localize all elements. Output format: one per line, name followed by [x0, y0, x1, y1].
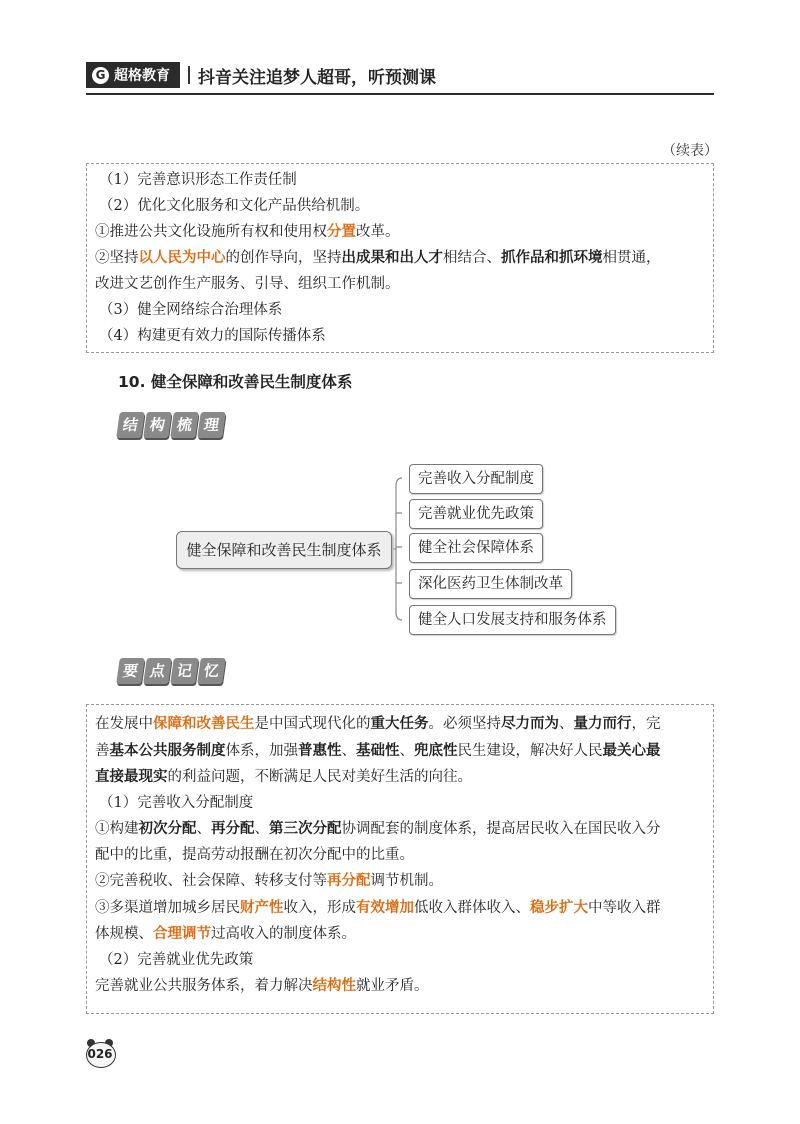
- badge-char: 点: [143, 658, 172, 684]
- box1-line: （4）构建更有效力的国际传播体系: [99, 328, 326, 344]
- livelihood-key-points-box: [86, 704, 714, 1014]
- box2-line: ③多渠道增加城乡居民财产性收入，形成有效增加低收入群体收入、稳步扩大中等收入群: [95, 898, 661, 916]
- box2-line: （2）完善就业优先政策: [99, 951, 254, 968]
- box2-line: 在发展中保障和改善民生是中国式现代化的重大任务。必须坚持尽力而为、量力而行，完: [95, 715, 661, 732]
- box1-line: （2）优化文化服务和文化产品供给机制。: [99, 198, 370, 214]
- mindmap-leaf: 完善收入分配制度: [409, 464, 543, 494]
- page-number: 026: [87, 1047, 113, 1061]
- structure-badge: [116, 412, 226, 438]
- keypoints-badge: [116, 658, 226, 684]
- box1-line: ②坚持以人民为中心的创作导向，坚持出成果和出人才相结合、抓作品和抓环境相贯通，: [95, 249, 661, 266]
- header-separator: [188, 66, 190, 84]
- culture-policy-box: [86, 163, 714, 353]
- badge-char: 构: [143, 412, 172, 438]
- mindmap-leaf: 完善就业优先政策: [409, 499, 543, 529]
- header-rule: [86, 93, 714, 95]
- brand-g-icon: G: [92, 67, 109, 84]
- box1-line: ①推进公共文化设施所有权和使用权分置改革。: [95, 223, 400, 240]
- badge-char: 梳: [170, 412, 199, 438]
- box1-line: （1）完善意识形态工作责任制: [99, 172, 297, 188]
- box2-line: 配中的比重，提高劳动报酬在初次分配中的比重。: [95, 846, 414, 863]
- section-heading: 10. 健全保障和改善民生制度体系: [118, 373, 353, 391]
- header-tagline: 抖音关注追梦人超哥，听预测课: [198, 68, 436, 88]
- box2-line: 善基本公共服务制度体系，加强普惠性、基础性、兜底性民生建设，解决好人民最关心最: [95, 741, 661, 759]
- box2-line: 直接最现实的利益问题，不断满足人民对美好生活的向往。: [95, 768, 472, 785]
- brand-logo-block: [86, 62, 180, 88]
- box2-line: 完善就业公共服务体系，着力解决结构性就业矛盾。: [95, 977, 429, 994]
- box1-line: 改进文艺创作生产服务、引导、组织工作机制。: [95, 276, 400, 292]
- mindmap-root: 健全保障和改善民生制度体系: [176, 531, 392, 569]
- brand-name: 超格教育: [114, 68, 170, 84]
- box2-line: ①构建初次分配、再分配、第三次分配协调配套的制度体系，提高居民收入在国民收入分: [95, 820, 661, 837]
- box1-line: （3）健全网络综合治理体系: [99, 302, 283, 318]
- box2-line: 体规模、合理调节过高收入的制度体系。: [95, 925, 356, 942]
- mindmap-leaf: 深化医药卫生体制改革: [409, 569, 572, 599]
- continued-label: （续表）: [662, 143, 718, 159]
- badge-char: 忆: [197, 658, 226, 684]
- badge-char: 记: [170, 658, 199, 684]
- box2-line: ②完善税收、社会保障、转移支付等再分配调节机制。: [95, 872, 443, 889]
- badge-char: 结: [116, 412, 145, 438]
- badge-char: 要: [116, 658, 145, 684]
- mindmap-leaf: 健全人口发展支持和服务体系: [409, 605, 616, 635]
- badge-char: 理: [197, 412, 226, 438]
- mindmap-leaf: 健全社会保障体系: [409, 533, 543, 563]
- box2-line: （1）完善收入分配制度: [99, 794, 254, 811]
- page-number-badge: [84, 1040, 116, 1068]
